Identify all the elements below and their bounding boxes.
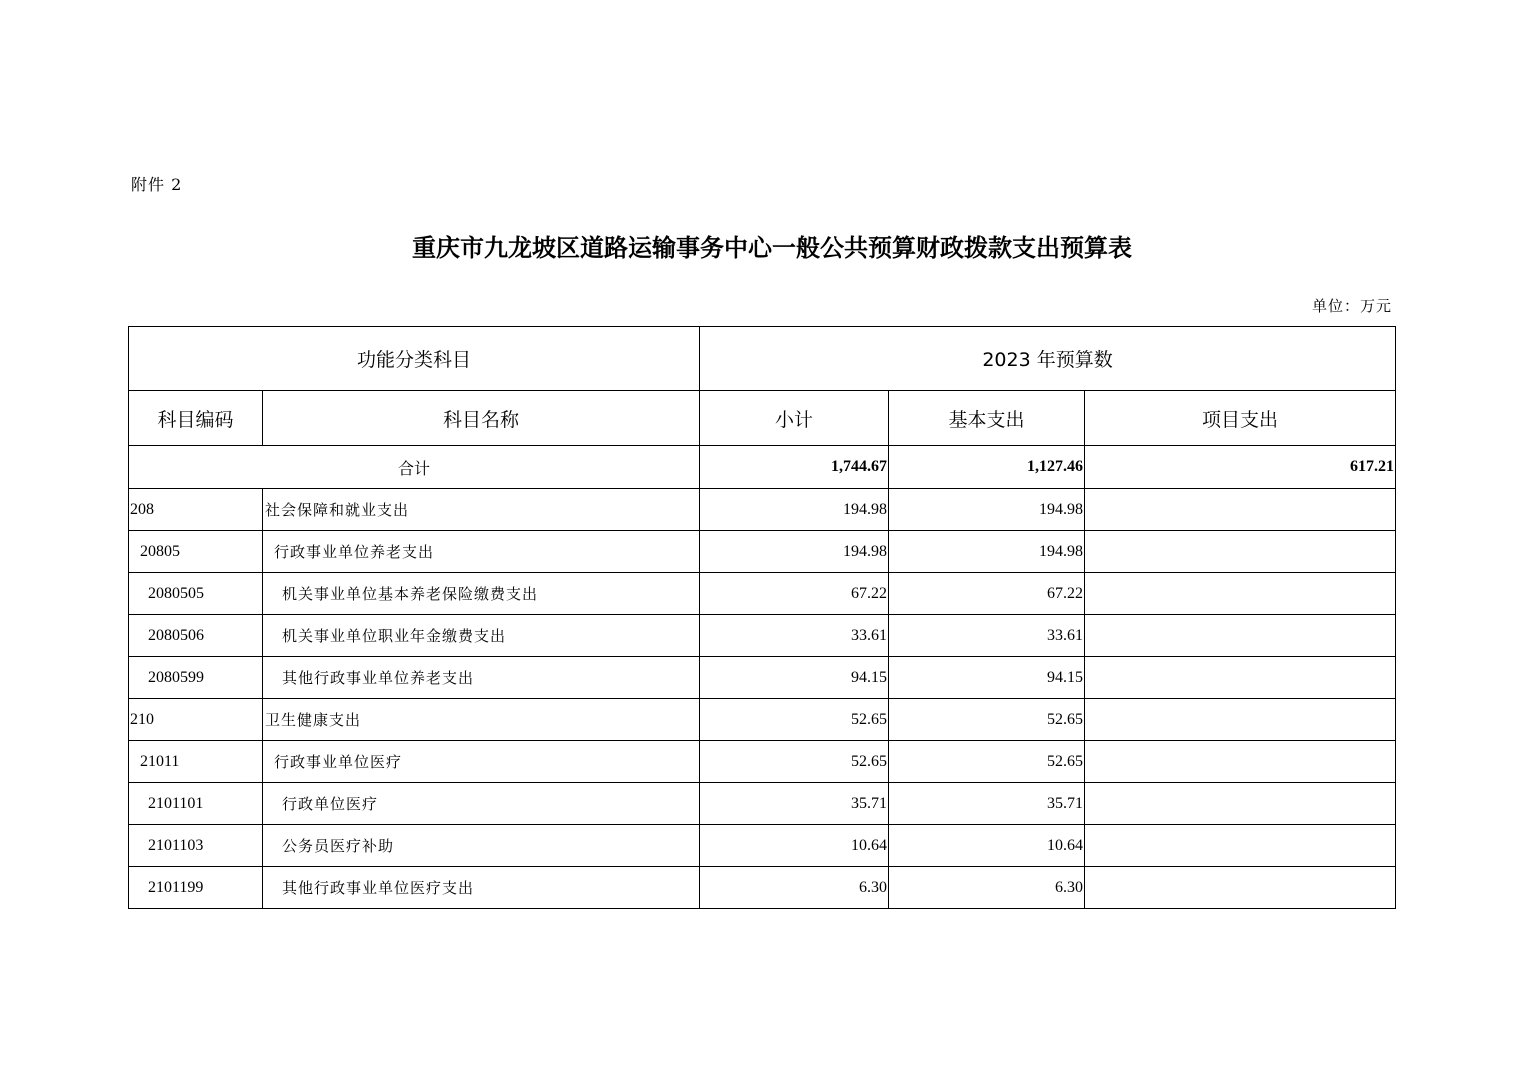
- header-project: 项目支出: [1085, 391, 1396, 446]
- table-row: [129, 741, 1396, 783]
- row-name: 行政事业单位医疗: [263, 741, 700, 783]
- row-project: [1085, 489, 1396, 531]
- attachment-label: 附件 2: [131, 175, 183, 194]
- row-subtotal: 94.15: [700, 657, 889, 699]
- row-name: 机关事业单位基本养老保险缴费支出: [263, 573, 700, 615]
- total-row: [129, 446, 1396, 489]
- total-project: 617.21: [1085, 446, 1396, 489]
- row-basic: 52.65: [889, 699, 1085, 741]
- row-name: 社会保障和就业支出: [263, 489, 700, 531]
- row-code: 2101101: [129, 783, 263, 825]
- row-basic: 194.98: [889, 531, 1085, 573]
- row-subtotal: 52.65: [700, 699, 889, 741]
- row-basic: 33.61: [889, 615, 1085, 657]
- row-code: 2080505: [129, 573, 263, 615]
- budget-table: [128, 326, 1396, 909]
- total-basic: 1,127.46: [889, 446, 1085, 489]
- row-name: 卫生健康支出: [263, 699, 700, 741]
- row-subtotal: 35.71: [700, 783, 889, 825]
- row-project: [1085, 699, 1396, 741]
- row-project: [1085, 867, 1396, 909]
- header-budget-year: 2023 年预算数: [700, 327, 1396, 391]
- table-row: [129, 699, 1396, 741]
- row-subtotal: 10.64: [700, 825, 889, 867]
- row-basic: 35.71: [889, 783, 1085, 825]
- table-row: [129, 531, 1396, 573]
- row-project: [1085, 825, 1396, 867]
- unit-label: 单位：万元: [1311, 297, 1392, 315]
- row-basic: 6.30: [889, 867, 1085, 909]
- row-code: 2080599: [129, 657, 263, 699]
- row-project: [1085, 531, 1396, 573]
- row-basic: 94.15: [889, 657, 1085, 699]
- table-row: [129, 657, 1396, 699]
- row-code: 20805: [129, 531, 263, 573]
- row-subtotal: 33.61: [700, 615, 889, 657]
- row-code: 208: [129, 489, 263, 531]
- row-subtotal: 6.30: [700, 867, 889, 909]
- row-subtotal: 52.65: [700, 741, 889, 783]
- row-name: 其他行政事业单位医疗支出: [263, 867, 700, 909]
- row-name: 机关事业单位职业年金缴费支出: [263, 615, 700, 657]
- row-basic: 10.64: [889, 825, 1085, 867]
- header-basic: 基本支出: [889, 391, 1085, 446]
- header-code: 科目编码: [129, 391, 263, 446]
- row-name: 其他行政事业单位养老支出: [263, 657, 700, 699]
- header-column-row: [129, 391, 1396, 446]
- header-group-row: [129, 327, 1396, 391]
- row-code: 210: [129, 699, 263, 741]
- row-subtotal: 194.98: [700, 489, 889, 531]
- row-subtotal: 194.98: [700, 531, 889, 573]
- table-row: [129, 825, 1396, 867]
- row-code: 2101103: [129, 825, 263, 867]
- row-project: [1085, 573, 1396, 615]
- table-row: [129, 615, 1396, 657]
- row-project: [1085, 615, 1396, 657]
- row-name: 公务员医疗补助: [263, 825, 700, 867]
- table-row: [129, 783, 1396, 825]
- table-row: [129, 489, 1396, 531]
- row-name: 行政单位医疗: [263, 783, 700, 825]
- header-functional-category: 功能分类科目: [129, 327, 700, 391]
- row-project: [1085, 657, 1396, 699]
- total-label: 合计: [129, 446, 700, 489]
- row-project: [1085, 783, 1396, 825]
- row-basic: 52.65: [889, 741, 1085, 783]
- row-basic: 67.22: [889, 573, 1085, 615]
- header-subtotal: 小计: [700, 391, 889, 446]
- table-row: [129, 573, 1396, 615]
- row-name: 行政事业单位养老支出: [263, 531, 700, 573]
- page-title: 重庆市九龙坡区道路运输事务中心一般公共预算财政拨款支出预算表: [412, 233, 1132, 262]
- header-name: 科目名称: [263, 391, 700, 446]
- row-project: [1085, 741, 1396, 783]
- row-basic: 194.98: [889, 489, 1085, 531]
- row-code: 2101199: [129, 867, 263, 909]
- total-subtotal: 1,744.67: [700, 446, 889, 489]
- row-code: 2080506: [129, 615, 263, 657]
- table-row: [129, 867, 1396, 909]
- row-code: 21011: [129, 741, 263, 783]
- row-subtotal: 67.22: [700, 573, 889, 615]
